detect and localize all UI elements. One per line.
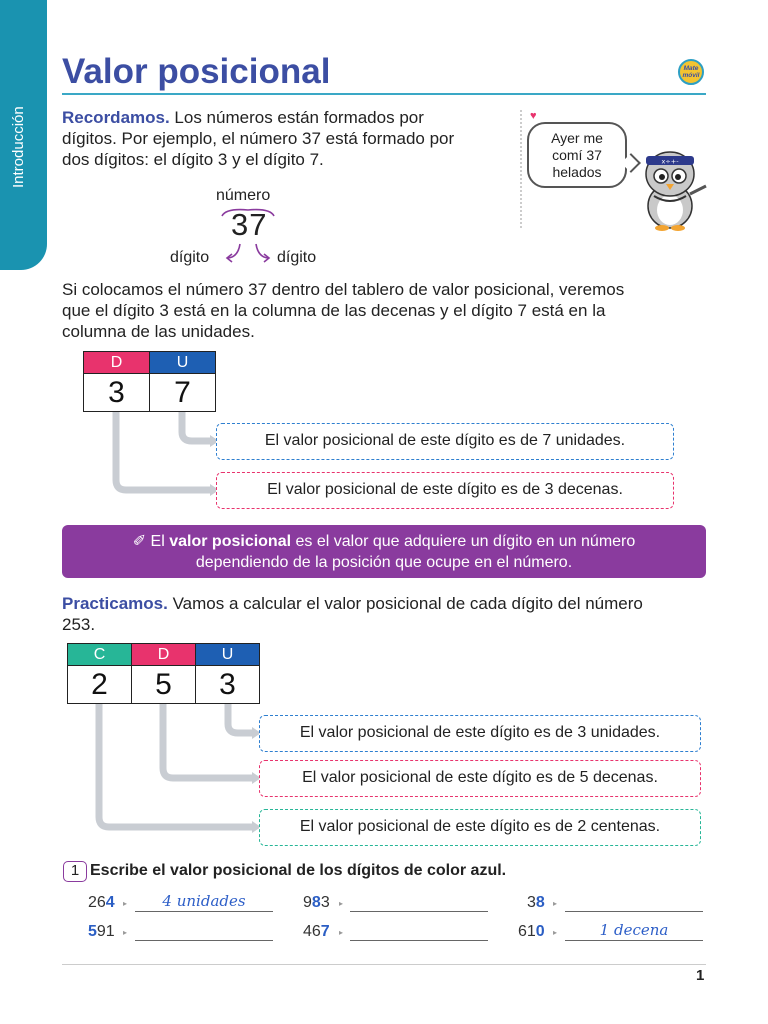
page-title: Valor posicional [62,52,331,91]
svg-text:x÷+-: x÷+- [661,157,679,166]
exercise-item-983: 983 [303,894,330,911]
exercise-item-38: 38 [527,894,545,911]
triangle-icon: ▸ [123,928,128,937]
info-box-5-decenas: El valor posicional de este dígito es de 5 decenas. [259,760,701,797]
cell-centenas: 2 [68,666,132,704]
exercise-item-591: 591 [88,923,115,940]
answer-line[interactable] [135,940,273,941]
triangle-icon: ▸ [123,899,128,908]
digit-left-label: dígito [170,249,210,266]
header-centenas: C [68,644,132,666]
page-number: 1 [696,967,705,984]
pencil-icon: ✐ [132,533,147,550]
info-box-3-unidades: El valor posicional de este dígito es de 3 unidades. [259,715,701,752]
triangle-icon: ▸ [339,899,344,908]
header-unidades: U [196,644,260,666]
heart-icon: ♥ [530,110,537,122]
bubble-line2: comí 37 [552,147,602,163]
speech-bubble [527,122,627,188]
footer-divider [62,964,706,965]
info-box-3-decenas: El valor posicional de este dígito es de 3 decenas. [216,472,674,509]
triangle-icon: ▸ [553,928,558,937]
explanation-line1: Si colocamos el número 37 dentro del tablero de valor posicional, veremos [62,280,625,299]
dotted-divider [520,110,522,228]
triangle-icon: ▸ [339,928,344,937]
practice-paragraph [62,593,712,635]
explanation-line2: que el dígito 3 está en la columna de las decenas y el dígito 7 está en la [62,301,606,320]
answer-line[interactable] [350,911,488,912]
info-box-7-unidades: El valor posicional de este dígito es de 7 unidades. [216,423,674,460]
exercise-item-610: 610 [518,923,545,940]
intro-paragraph [62,107,512,170]
section-tab [0,0,47,270]
definition-term: valor posicional [169,533,292,550]
intro-text-line2: dígitos. Por ejemplo, el número 37 está formado por [62,129,455,148]
exercise-title: Escribe el valor posicional de los dígitos de color azul. [90,862,507,879]
cell-unidades: 3 [196,666,260,704]
practice-text-line2: 253. [62,615,96,634]
exercise-item-264: 264 [88,894,115,911]
cell-decenas: 3 [84,374,150,412]
answer-610: 1 decena [599,921,669,939]
bubble-line3: helados [552,164,602,180]
numero-label: número [216,187,271,204]
answer-line[interactable] [135,911,273,912]
answer-line[interactable] [565,911,703,912]
header-unidades: U [150,352,216,374]
definition-post: es el valor que adquiere un dígito en un número [291,533,636,550]
intro-text-line1: Los números están formados por [169,108,424,127]
answer-line[interactable] [565,940,703,941]
definition-pre: El [146,533,170,550]
explanation-paragraph [62,279,712,342]
number-37: 37 [231,207,268,242]
info-box-2-centenas: El valor posicional de este dígito es de 2 centenas. [259,809,701,846]
answer-264: 4 unidades [162,892,246,910]
penguin-mascot-icon [634,146,712,232]
recordamos-heading: Recordamos. [62,108,170,127]
definition-line2: dependiendo de la posición que ocupe en el número. [195,554,573,571]
exercise-number: 1 [63,861,87,882]
section-tab-label: Introducción [10,106,27,188]
header-decenas: D [132,644,196,666]
exercise-item-467: 467 [303,923,330,940]
place-value-table-253 [67,643,260,704]
digit-right-label: dígito [277,249,317,266]
mate-movil-logo: Mate móvil [678,59,704,85]
cell-unidades: 7 [150,374,216,412]
triangle-icon: ▸ [553,899,558,908]
practicamos-heading: Practicamos. [62,594,168,613]
bubble-line1: Ayer me [551,130,603,146]
place-value-table-37 [83,351,216,412]
header-decenas: D [84,352,150,374]
answer-line[interactable] [350,940,488,941]
explanation-line3: columna de las unidades. [62,322,255,341]
title-divider [62,93,706,95]
cell-decenas: 5 [132,666,196,704]
practice-text-line1: Vamos a calcular el valor posicional de cada dígito del número [167,594,643,613]
definition-box [62,525,706,578]
intro-text-line3: dos dígitos: el dígito 3 y el dígito 7. [62,150,324,169]
